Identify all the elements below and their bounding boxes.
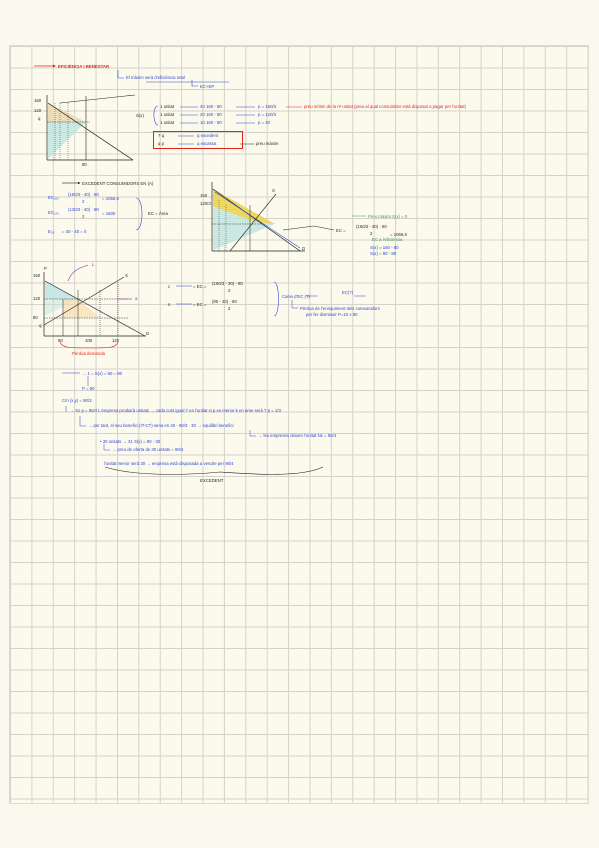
eq2-den: 2: [82, 214, 85, 219]
eq2-lhs: EC₁₂₀: [48, 210, 59, 215]
g3-s-label: S: [125, 273, 128, 278]
eq1-num: (160/3 - 40) · 80: [68, 192, 99, 197]
consumer-loss: Pèrdua de l'enriquiment dels consumidors: [300, 306, 380, 311]
sec4-line-8: → preu de oferta de 30 unitats = 90/4: [112, 447, 184, 452]
g3-p-label: P: [44, 266, 47, 271]
surplus-label: EXCEDENT: [200, 478, 224, 483]
section-title: EFICIÈNCIA I BENESTAR: [58, 64, 110, 69]
row-3-left: 1 unitat: [160, 120, 175, 125]
s-label: S(x): [136, 113, 144, 118]
sec4-line-3: Cm (x,y) = 90/3: [62, 398, 92, 403]
row-2-left: 1 unitat: [160, 112, 175, 117]
g3-y-q: q: [39, 323, 42, 328]
sec2-title: EXCEDENT CONSUMIDORS EN (A): [82, 181, 154, 186]
sec2-eq-num: (160/3 - 40) · 80: [356, 224, 387, 229]
eqA-den: 2: [228, 288, 231, 293]
eqA-rhs: = EC =: [193, 284, 207, 289]
g2-y-mid: 120/3: [200, 201, 211, 206]
g3-d-label: D: [146, 331, 150, 336]
eq2-res: = 1600: [102, 211, 116, 216]
g3-x1: 80: [58, 338, 63, 343]
ec-area: EC = Àrea: [148, 211, 168, 216]
row-1-mid: 40 160 - 80: [200, 104, 222, 109]
eq3-rhs: = 40 - 40 = 0: [62, 229, 87, 234]
g3-label-a: a: [135, 296, 138, 301]
sec4-line-9: l'unitat menor serà 30 → empresa està disposada a vendre per 90/4: [104, 461, 234, 466]
row-2-mid: 20 160 - 80: [200, 112, 222, 117]
sec2-sx-2: S(x) = 90 - 80: [370, 251, 397, 256]
eq2-num: (120/3 - 40) · 80: [68, 207, 99, 212]
g1-x-mid: 80: [82, 162, 87, 167]
g1-y-mid: 120: [34, 108, 42, 113]
min-price-note: preu mínim de la nª unitat (preu al qual consumidor està disposat a pagar per l'unitat): [304, 104, 466, 109]
eqB-num: (80 - 40) · 80: [212, 299, 237, 304]
g3-y-mid: 120: [33, 296, 41, 301]
g1-y-q: q: [38, 116, 41, 121]
eqB-rhs: = EC =: [193, 302, 207, 307]
demand-loss-label: Pèrdua demanda: [72, 351, 105, 356]
eqA-lhs: c: [168, 284, 171, 289]
sec2-sx-1: S(x) = 160 - 80: [370, 245, 399, 250]
g3-x3: 120: [112, 338, 120, 343]
g3-x2: 100: [85, 338, 93, 343]
sec4-line-5: → per tant, el seu benefici (IT-CT) seria en 40 - 90/3 · 30 → equilibri benefici: [88, 423, 234, 428]
sec2-ec-label: EC =: [336, 228, 346, 233]
g3-y-top: 160: [33, 273, 41, 278]
eqB-den: 2: [228, 306, 231, 311]
box-row-2-b: q escassa: [197, 141, 217, 146]
sec4-line-2: P = 90: [82, 386, 95, 391]
g1-y-top: 160: [34, 98, 42, 103]
g2-y-top: 160: [200, 193, 208, 198]
box-row-1-a: ? q: [158, 133, 164, 138]
header-line-2: EC+EP: [200, 84, 215, 89]
g2-s-label: S: [272, 188, 275, 193]
sec4-line-4: → 51 p = 90/4 L'empresa produirà unitats → cada cost igual 7 en l'unitat si p es menor k en ame serà 7 p = 1/3: [70, 408, 281, 413]
g2-d-label: D: [302, 246, 306, 251]
sec4-line-6: → les empreses deixen l'unitat Nx = 90/4: [258, 433, 337, 438]
row-3-mid: 10 160 - 80: [200, 120, 222, 125]
row-1-left: 1 unitat: [160, 104, 175, 109]
eq3-lhs: E₃₀: [48, 229, 55, 234]
eqB-lhs: n: [168, 302, 171, 307]
header-line-1: El màxim serà d'eficiència total: [126, 75, 185, 80]
eq1-res: = 1066,6: [102, 196, 119, 201]
row-3-right: p = 40: [258, 120, 271, 125]
row-1-right: p = 160/3: [258, 104, 277, 109]
sec4-line-7: • 30 unitats → 31 S(x) = 90 - 30: [100, 439, 161, 444]
sec2-max-price: Preu màxim S(x) = 0: [368, 214, 408, 219]
box-note: preu màxim: [256, 141, 279, 146]
row-2-right: p = 120/3: [258, 112, 277, 117]
eq1-lhs: EC₁₆₀: [48, 195, 59, 200]
g3-y-low: 80: [33, 315, 38, 320]
sec4-line-1: → 1 = S(x) = 90 = 80: [82, 371, 123, 376]
ec-change-b: EC(?): [342, 290, 354, 295]
g3-label-L: L: [92, 262, 95, 267]
sec2-ec-efficiency: EC a l'eficiència: [372, 237, 403, 242]
box-row-2-a: q p: [158, 141, 164, 146]
ec-change: Canvi d'EC (?): [282, 294, 310, 299]
consumer-loss-2: per fer disminuir P=10 x 80: [306, 312, 358, 317]
sec2-eq-res: = 1066,6: [390, 232, 407, 237]
sec2-eq-den: 2: [370, 231, 373, 236]
eq1-den: 2: [82, 199, 85, 204]
box-row-1-b: q excedent: [197, 133, 219, 138]
eqA-num: (160/3 - 30) · 80: [212, 281, 243, 286]
